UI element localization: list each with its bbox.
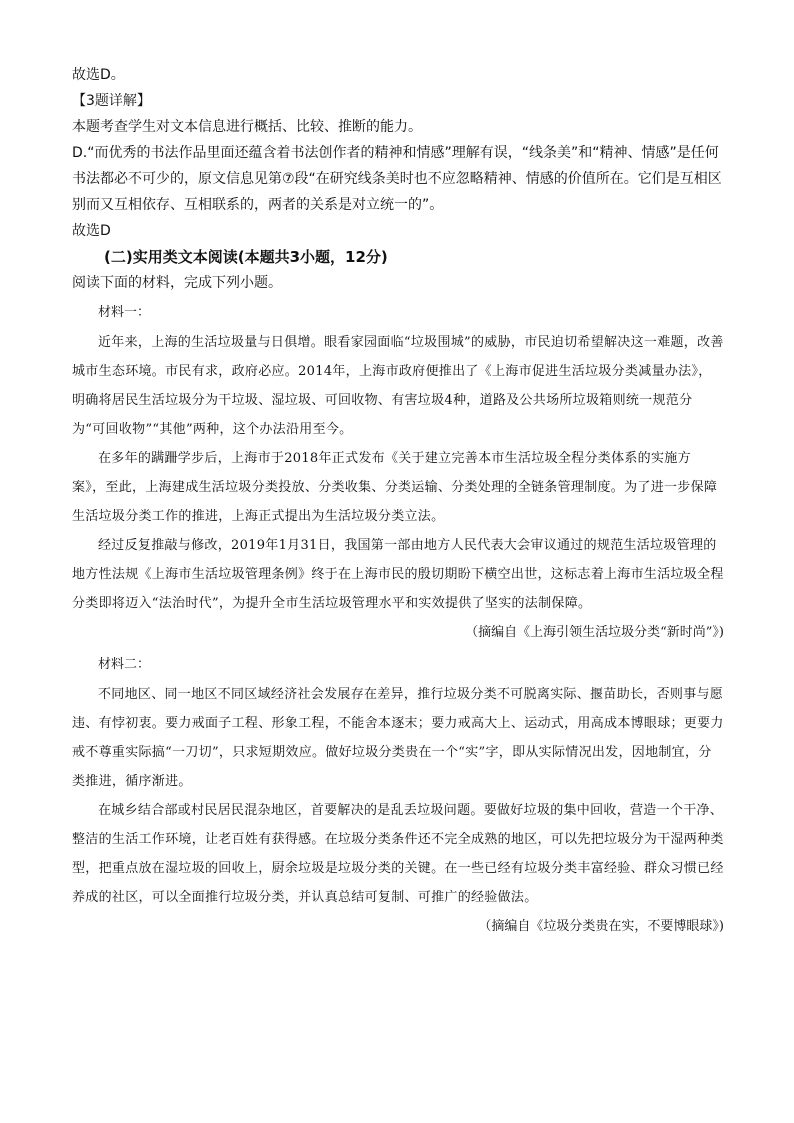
answer-line-2: 故选D: [72, 223, 111, 239]
material-1-paragraph-3: 经过反复推敲与修改，2019年1月31日，我国第一部由地方人民代表大会审议通过的规范生活垃圾管理的地方性法规《上海市生活垃圾管理条例》终于在上海市民的殷切期盼下横空出世，这标志着上海市生活垃圾全程分类即将迈入“法治时代”，为提升全市生活垃圾管理水平和实效提供了坚实的法制保障。: [72, 538, 724, 611]
document-page: [72, 62, 724, 942]
material-1-source: （摘编自《上海引领生活垃圾分类“新时尚”》): [465, 625, 724, 640]
answer-line-1: 故选D。: [72, 67, 125, 83]
material-2-paragraph-1: 不同地区、同一地区不同区域经济社会发展存在差异，推行垃圾分类不可脱离实际、揠苗助长，否则事与愿违、有悖初衷。要力戒面子工程、形象工程，不能舍本逐末；要力戒高大上、运动式，用高成本博眼球；更要力戒不尊重实际搞“一刀切”，只求短期效应。做好垃圾分类贵在一个“实”字，即从实际情况出发，因地制宜，分类推进，循序渐进。: [72, 687, 724, 789]
material-2-label: 材料二：: [98, 657, 151, 672]
material-1-label: 材料一：: [98, 305, 151, 320]
section-instruction: 阅读下面的材料，完成下列小题。: [72, 275, 282, 291]
material-1-paragraph-1: 近年来，上海的生活垃圾量与日俱增。眼看家园面临“垃圾围城”的威胁，市民迫切希望解决这一难题，改善城市生态环境。市民有求，政府必应。2014年，上海市政府便推出了《上海市促进生活垃圾分类减量办法》，明确将居民生活垃圾分为干垃圾、湿垃圾、可回收物、有害垃圾4种，道路及公共场所垃圾箱则统一规范分为“可回收物”“其他”两种，这个办法沿用至今。: [72, 335, 724, 437]
question-3-intro: 本题考查学生对文本信息进行概括、比较、推断的能力。: [72, 119, 422, 135]
question-3-heading: 【3题详解】: [72, 93, 151, 109]
material-2-source: （摘编自《垃圾分类贵在实，不要博眼球》): [478, 919, 724, 934]
material-2-paragraph-2: 在城乡结合部或村民居民混杂地区，首要解决的是乱丢垃圾问题。要做好垃圾的集中回收，营造一个干净、整洁的生活工作环境，让老百姓有获得感。在垃圾分类条件还不完全成熟的地区，可以先把垃圾分为干湿两种类型，把重点放在湿垃圾的回收上，厨余垃圾是垃圾分类的关键。在一些已经有垃圾分类丰富经验、群众习惯已经养成的社区，可以全面推行垃圾分类，并认真总结可复制、可推广的经验做法。: [72, 803, 724, 905]
material-1-paragraph-2: 在多年的蹒跚学步后，上海市于2018年正式发布《关于建立完善本市生活垃圾全程分类体系的实施方案》，至此，上海建成生活垃圾分类投放、分类收集、分类运输、分类处理的全链条管理制度。为了进一步保障生活垃圾分类工作的推进，上海正式提出为生活垃圾分类立法。: [72, 451, 718, 524]
section-title: (二)实用类文本阅读(本题共3小题，12分): [104, 248, 388, 266]
question-3-analysis: D.“而优秀的书法作品里面还蕴含着书法创作者的精神和情感”理解有误，“线条美”和“精神、情感”是任何书法都必不可少的，原文信息见第⑦段“在研究线条美时也不应忽略精神、情感的价值所在。它们是互相区别而又互相依存、互相联系的，两者的关系是对立统一的”。: [72, 145, 722, 213]
